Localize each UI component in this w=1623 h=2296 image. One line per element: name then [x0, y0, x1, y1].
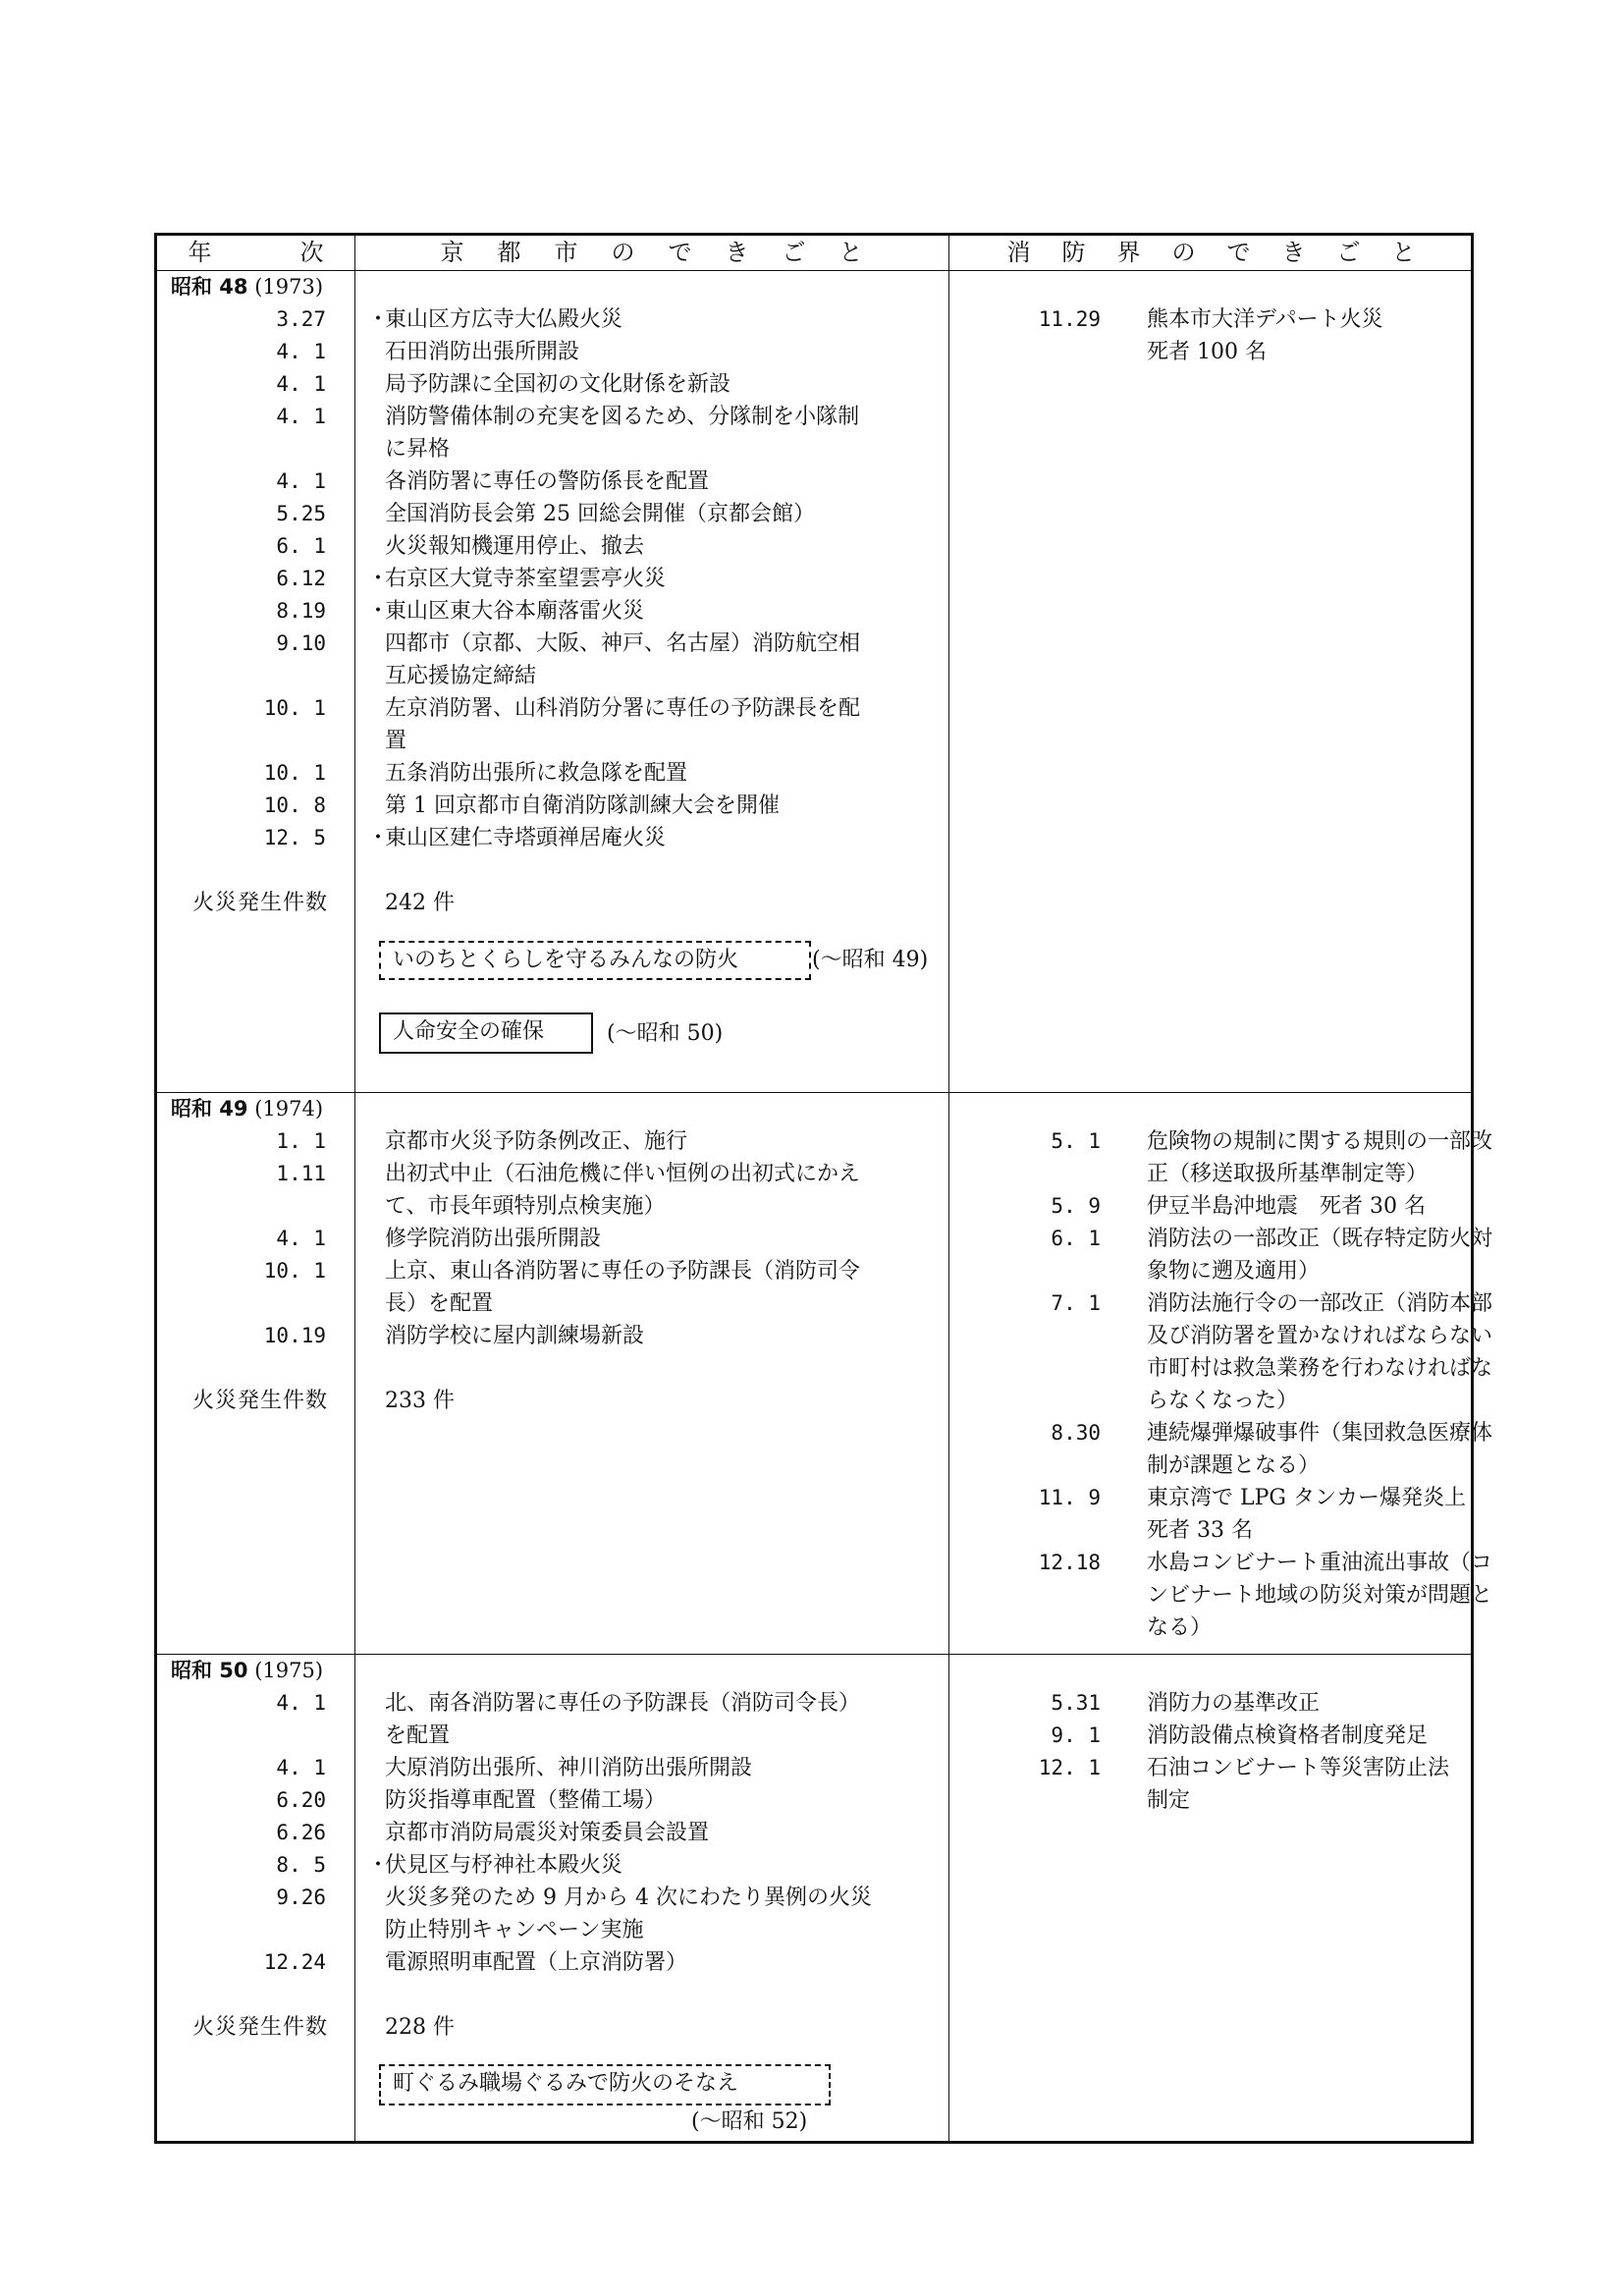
event-date: 5. 1 [1051, 1129, 1101, 1153]
event-text: 京都市火災予防条例改正、施行 [385, 1129, 688, 1154]
event-text: 正（移送取扱所基準制定等） [1147, 1162, 1429, 1186]
event-text: 石田消防出張所開設 [385, 340, 580, 364]
fire-count: 228 件 [385, 2015, 455, 2040]
event-date: 10. 1 [263, 761, 326, 785]
event-text: 火災多発のため 9 月から 4 次にわたり異例の火災 [385, 1886, 872, 1910]
event-date: 8. 5 [276, 1853, 326, 1877]
header-kyoto-events: 京 都 市 の で き ご と [440, 239, 863, 266]
slogan-period: (〜昭和 52) [691, 2109, 808, 2134]
event-text: 置 [385, 729, 407, 753]
event-text: 石油コンビナート等災害防止法 [1147, 1756, 1450, 1780]
major-fire-bullet: ・ [367, 567, 390, 591]
event-text: 象物に遡及適用） [1147, 1259, 1321, 1284]
column-divider [948, 236, 949, 2141]
event-date: 1.11 [276, 1162, 326, 1185]
fire-count: 242 件 [385, 891, 455, 915]
event-date: 9.10 [276, 631, 326, 655]
event-text: 上京、東山各消防署に専任の予防課長（消防司令 [385, 1259, 861, 1284]
event-date: 5. 9 [1051, 1194, 1101, 1218]
header-year: 年 次 [188, 239, 324, 266]
event-date: 6. 1 [1051, 1227, 1101, 1250]
event-text: 各消防署に専任の警防係長を配置 [385, 469, 710, 494]
event-date: 11.29 [1038, 307, 1101, 331]
event-text: 水島コンビナート重油流出事故（コ [1147, 1551, 1493, 1575]
event-text: 長）を配置 [385, 1291, 494, 1316]
event-date: 6.26 [276, 1821, 326, 1844]
event-text: 大原消防出張所、神川消防出張所開設 [385, 1756, 753, 1780]
event-text: 火災報知機運用停止、撤去 [385, 534, 645, 559]
event-text: 東京湾で LPG タンカー爆発炎上 [1147, 1486, 1466, 1510]
event-text: 危険物の規制に関する規則の一部改 [1147, 1129, 1493, 1154]
event-text: 東山区建仁寺塔頭禅居庵火災 [385, 826, 667, 850]
event-text: 消防力の基準改正 [1147, 1691, 1321, 1716]
event-text: を配置 [385, 1723, 451, 1748]
event-text: 東山区東大谷本廟落雷火災 [385, 599, 645, 624]
event-text: 市町村は救急業務を行わなければな [1147, 1356, 1493, 1381]
event-date: 12. 1 [1038, 1756, 1101, 1779]
event-date: 11. 9 [1038, 1486, 1101, 1509]
major-fire-bullet: ・ [367, 599, 390, 624]
column-divider [354, 236, 355, 2141]
event-text: 死者 33 名 [1147, 1518, 1253, 1543]
event-text: 修学院消防出張所開設 [385, 1227, 602, 1251]
header-fire-events: 消 防 界 の で き ご と [1006, 239, 1416, 266]
event-date: 8.19 [276, 599, 326, 623]
row-divider [157, 1092, 1471, 1093]
major-fire-bullet: ・ [367, 1853, 390, 1878]
slogan-period: (〜昭和 49) [812, 948, 929, 972]
event-text: 制が課題となる） [1147, 1453, 1321, 1478]
event-text: 制定 [1147, 1788, 1191, 1813]
event-date: 5.25 [276, 502, 326, 525]
slogan-box [379, 2064, 831, 2105]
event-date: 4. 1 [276, 1691, 326, 1715]
event-text: に昇格 [385, 437, 451, 462]
fire-count: 233 件 [385, 1389, 455, 1413]
event-text: 京都市消防局震災対策委員会設置 [385, 1821, 710, 1845]
event-date: 8.30 [1051, 1421, 1101, 1445]
slogan-box [379, 1012, 593, 1054]
event-text: 及び消防署を置かなければならない [1147, 1324, 1493, 1348]
event-text: なる） [1147, 1615, 1213, 1640]
row-divider [157, 1654, 1471, 1655]
era-label: 昭和 48 (1973) [171, 275, 324, 299]
slogan-text: いのちとくらしを守るみんなの防火 [393, 948, 739, 972]
event-text: 第 1 回京都市自衛消防隊訓練大会を開催 [385, 793, 780, 818]
slogan-box [379, 941, 811, 980]
event-date: 4. 1 [276, 405, 326, 428]
event-date: 1. 1 [276, 1129, 326, 1153]
event-text: 伊豆半島沖地震 死者 30 名 [1147, 1194, 1426, 1219]
event-date: 6.12 [276, 567, 326, 590]
chronology-table [154, 233, 1493, 2144]
event-date: 12.24 [263, 1950, 326, 1974]
event-date: 12.18 [1038, 1551, 1101, 1574]
event-date: 3.27 [276, 307, 326, 331]
event-date: 9. 1 [1051, 1723, 1101, 1747]
slogan-text: 人命安全の確保 [393, 1019, 545, 1044]
header-divider [157, 270, 1471, 271]
event-date: 7. 1 [1051, 1291, 1101, 1315]
event-text: 電源照明車配置（上京消防署） [385, 1950, 688, 1975]
major-fire-bullet: ・ [367, 307, 390, 332]
event-date: 6. 1 [276, 534, 326, 558]
event-text: 消防設備点検資格者制度発足 [1147, 1723, 1429, 1748]
event-text: 伏見区与杼神社本殿火災 [385, 1853, 623, 1878]
event-text: 出初式中止（石油危機に伴い恒例の出初式にかえ [385, 1162, 861, 1186]
event-text: 北、南各消防署に専任の予防課長（消防司令長） [385, 1691, 861, 1716]
event-date: 12. 5 [263, 826, 326, 849]
event-text: 四都市（京都、大阪、神戸、名古屋）消防航空相 [385, 631, 861, 656]
event-text: 防災指導車配置（整備工場） [385, 1788, 667, 1813]
major-fire-bullet: ・ [367, 826, 390, 850]
event-date: 4. 1 [276, 372, 326, 396]
event-date: 9.26 [276, 1886, 326, 1909]
event-text: 死者 100 名 [1147, 340, 1267, 364]
event-date: 4. 1 [276, 1227, 326, 1250]
fire-count-label: 火災発生件数 [192, 1389, 329, 1413]
event-text: 熊本市大洋デパート火災 [1147, 307, 1383, 332]
event-text: ンビナート地域の防災対策が問題と [1147, 1583, 1493, 1608]
event-date: 6.20 [276, 1788, 326, 1812]
era-label: 昭和 49 (1974) [171, 1097, 324, 1121]
event-text: 全国消防長会第 25 回総会開催（京都会館） [385, 502, 815, 526]
slogan-period: (〜昭和 50) [607, 1021, 724, 1046]
event-text: 左京消防署、山科消防分署に専任の予防課長を配 [385, 696, 861, 721]
event-date: 5.31 [1051, 1691, 1101, 1715]
event-text: らなくなった） [1147, 1389, 1299, 1413]
fire-count-label: 火災発生件数 [192, 891, 329, 915]
event-date: 4. 1 [276, 340, 326, 363]
event-date: 10. 1 [263, 1259, 326, 1283]
event-text: 互応援協定締結 [385, 664, 537, 688]
event-text: 消防法施行令の一部改正（消防本部 [1147, 1291, 1493, 1316]
event-text: 五条消防出張所に救急隊を配置 [385, 761, 688, 786]
event-text: 連続爆弾爆破事件（集団救急医療体 [1147, 1421, 1493, 1446]
event-text: 消防警備体制の充実を図るため、分隊制を小隊制 [385, 405, 860, 429]
event-date: 10. 1 [263, 696, 326, 720]
event-date: 10.19 [263, 1324, 326, 1347]
era-label: 昭和 50 (1975) [171, 1659, 324, 1682]
event-text: 東山区方広寺大仏殿火災 [385, 307, 623, 332]
event-date: 4. 1 [276, 1756, 326, 1779]
event-text: 右京区大覚寺茶室望雲亭火災 [385, 567, 667, 591]
event-date: 4. 1 [276, 469, 326, 493]
event-text: 局予防課に全国初の文化財係を新設 [385, 372, 731, 397]
event-text: 消防学校に屋内訓練場新設 [385, 1324, 645, 1348]
slogan-text: 町ぐるみ職場ぐるみで防火のそなえ [393, 2071, 739, 2096]
fire-count-label: 火災発生件数 [192, 2015, 329, 2040]
event-text: 防止特別キャンペーン実施 [385, 1918, 644, 1942]
event-date: 10. 8 [263, 793, 326, 817]
event-text: て、市長年頭特別点検実施） [385, 1194, 666, 1219]
event-text: 消防法の一部改正（既存特定防火対 [1147, 1227, 1493, 1251]
